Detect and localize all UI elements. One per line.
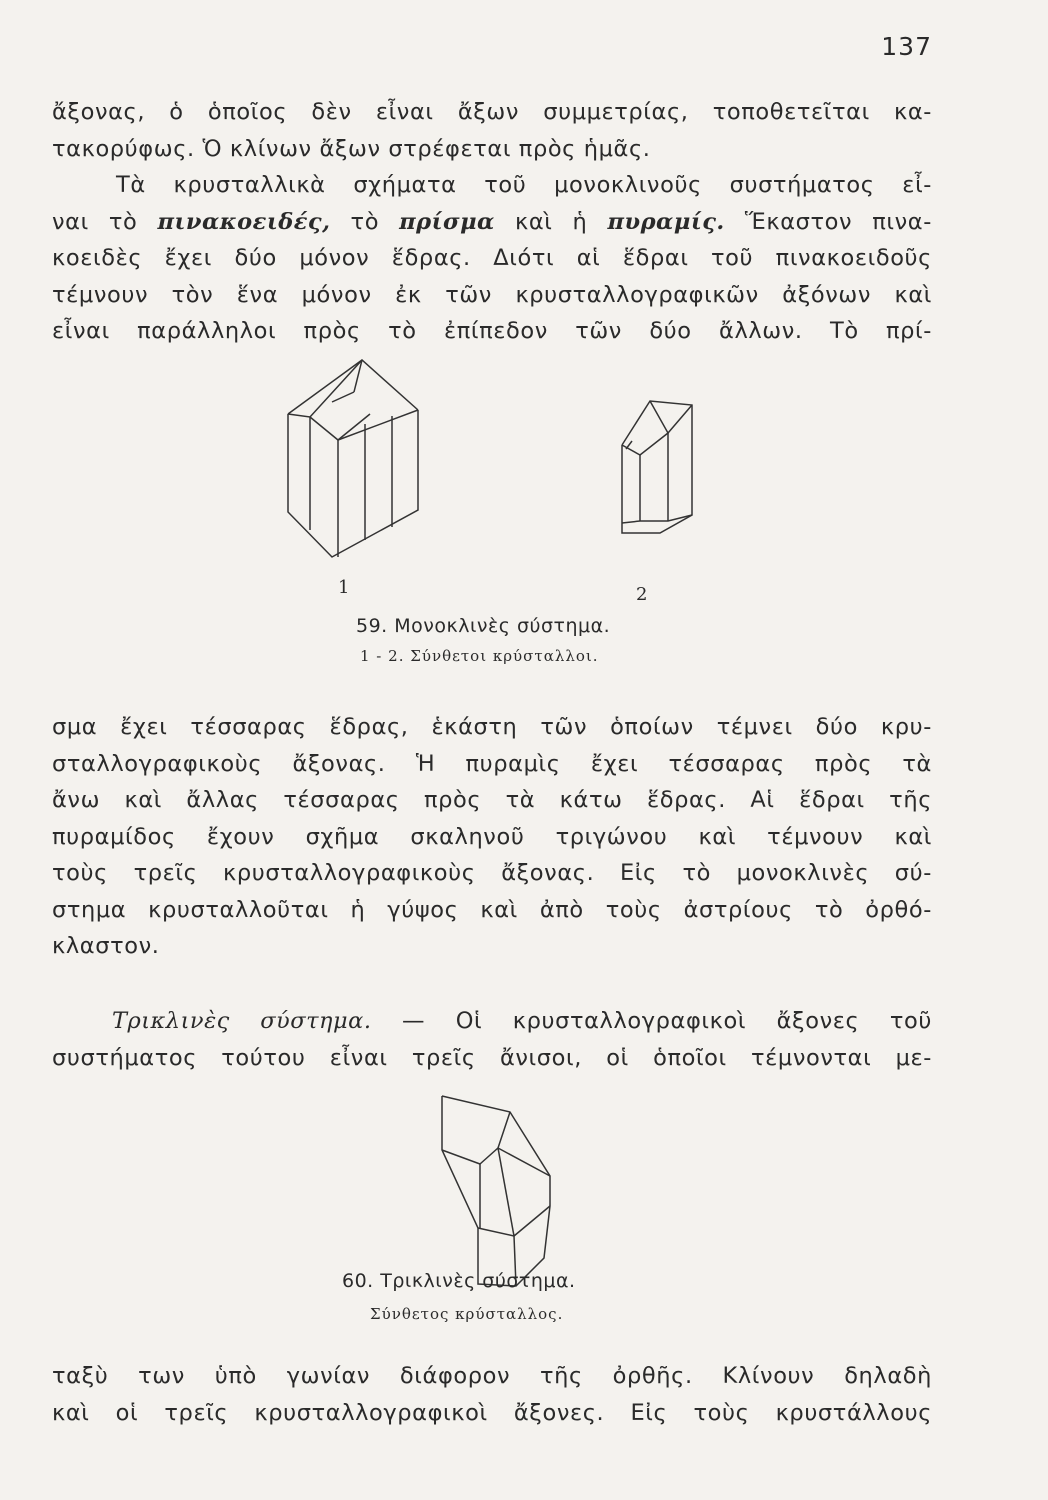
figure-60-crystal <box>432 1088 582 1288</box>
text-line: τοὺς τρεῖς κρυσταλλογραφικοὺς ἄξονας. Εἰς τὸ μονοκλινὲς σύ- <box>52 860 932 886</box>
figure-59-crystal-2 <box>612 393 702 543</box>
text-line: ἄξονας, ὁ ὁποῖος δὲν εἶναι ἄξων συμμετρίας, τοποθετεῖται κα- <box>52 99 932 125</box>
figure-60-caption: 60. Τρικλινὲς σύστημα. <box>342 1270 576 1292</box>
term-prisma: πρίσμα <box>399 208 495 235</box>
triclinic-crystal-drawing <box>432 1088 582 1288</box>
monoclinic-crystal-1-drawing <box>280 352 430 562</box>
text-line: στημα κρυσταλλοῦται ἡ γύψος καὶ ἀπὸ τοὺς ἀστρίους τὸ ὀρθό- <box>52 896 932 923</box>
paragraph-1 <box>52 94 932 167</box>
term-pinakoeides: πινακοειδές, <box>157 208 331 235</box>
figure-59-subcaption: 1 - 2. Σύνθετοι κρύσταλλοι. <box>360 647 599 665</box>
text-fragment: καὶ ἡ <box>514 208 588 235</box>
figure-59-label-2: 2 <box>636 584 648 605</box>
text-line: Τὰ κρυσταλλικὰ σχήματα τοῦ μονοκλινοῦς συστήματος εἶ- <box>116 172 932 198</box>
text-line <box>52 204 932 241</box>
text-line: καὶ οἱ τρεῖς κρυσταλλογραφικοὶ ἄξονες. Εἰς τοὺς κρυστάλλους <box>52 1399 932 1426</box>
text-line: ταξὺ των ὑπὸ γωνίαν διάφορον τῆς ὀρθῆς. Κλίνουν δηλαδὴ <box>52 1363 932 1389</box>
figure-59-label-1: 1 <box>338 577 350 598</box>
text-line: σταλλογραφικοὺς ἄξονας. Ἡ πυραμὶς ἔχει τέσσαρας πρὸς τὰ <box>52 750 932 777</box>
text-fragment: — Οἱ κρυσταλλογραφικοὶ ἄξονες τοῦ <box>402 1008 932 1034</box>
text-line: πυραμίδος ἔχουν σχῆμα σκαληνοῦ τριγώνου καὶ τέμνουν καὶ <box>52 823 932 850</box>
text-line: κοειδὲς ἔχει δύο μόνον ἕδρας. Διότι αἱ ἕδραι τοῦ πινακοειδοῦς <box>52 245 932 271</box>
text-line: κλαστον. <box>52 933 160 959</box>
monoclinic-crystal-2-drawing <box>612 393 702 543</box>
text-fragment: ναι τὸ <box>52 208 138 235</box>
page-number: 137 <box>881 32 932 61</box>
text-line: ἄνω καὶ ἄλλας τέσσαρας πρὸς τὰ κάτω ἕδρας. Αἱ ἕδραι τῆς <box>52 787 932 813</box>
text-fragment: Ἕκαστον πινα- <box>744 208 932 235</box>
paragraph-2 <box>52 167 932 350</box>
term-pyramis: πυραμίς. <box>607 208 725 235</box>
figure-59-crystal-1 <box>280 352 430 562</box>
text-line: εἶναι παράλληλοι πρὸς τὸ ἐπίπεδον τῶν δύο ἄλλων. Τὸ πρί- <box>52 318 932 344</box>
figure-59-caption: 59. Μονοκλινὲς σύστημα. <box>356 615 611 637</box>
paragraph-5 <box>52 1358 932 1431</box>
text-line: τακορύφως. Ὁ κλίνων ἄξων στρέφεται πρὸς ἡμᾶς. <box>52 135 651 162</box>
text-line <box>52 1003 932 1040</box>
text-line: τέμνουν τὸν ἕνα μόνον ἐκ τῶν κρυσταλλογραφικῶν ἀξόνων καὶ <box>52 281 932 308</box>
section-heading-triclinic: Τρικλινὲς σύστημα. <box>112 1008 372 1034</box>
text-line: συστήματος τούτου εἶναι τρεῖς ἄνισοι, οἱ ὁποῖοι τέμνονται με- <box>52 1044 932 1071</box>
text-fragment: τὸ <box>350 208 380 235</box>
figure-60-subcaption: Σύνθετος κρύσταλλος. <box>370 1305 564 1323</box>
paragraph-4 <box>52 1003 932 1076</box>
paragraph-3 <box>52 709 932 965</box>
text-line: σμα ἔχει τέσσαρας ἕδρας, ἑκάστη τῶν ὁποίων τέμνει δύο κρυ- <box>52 714 932 740</box>
